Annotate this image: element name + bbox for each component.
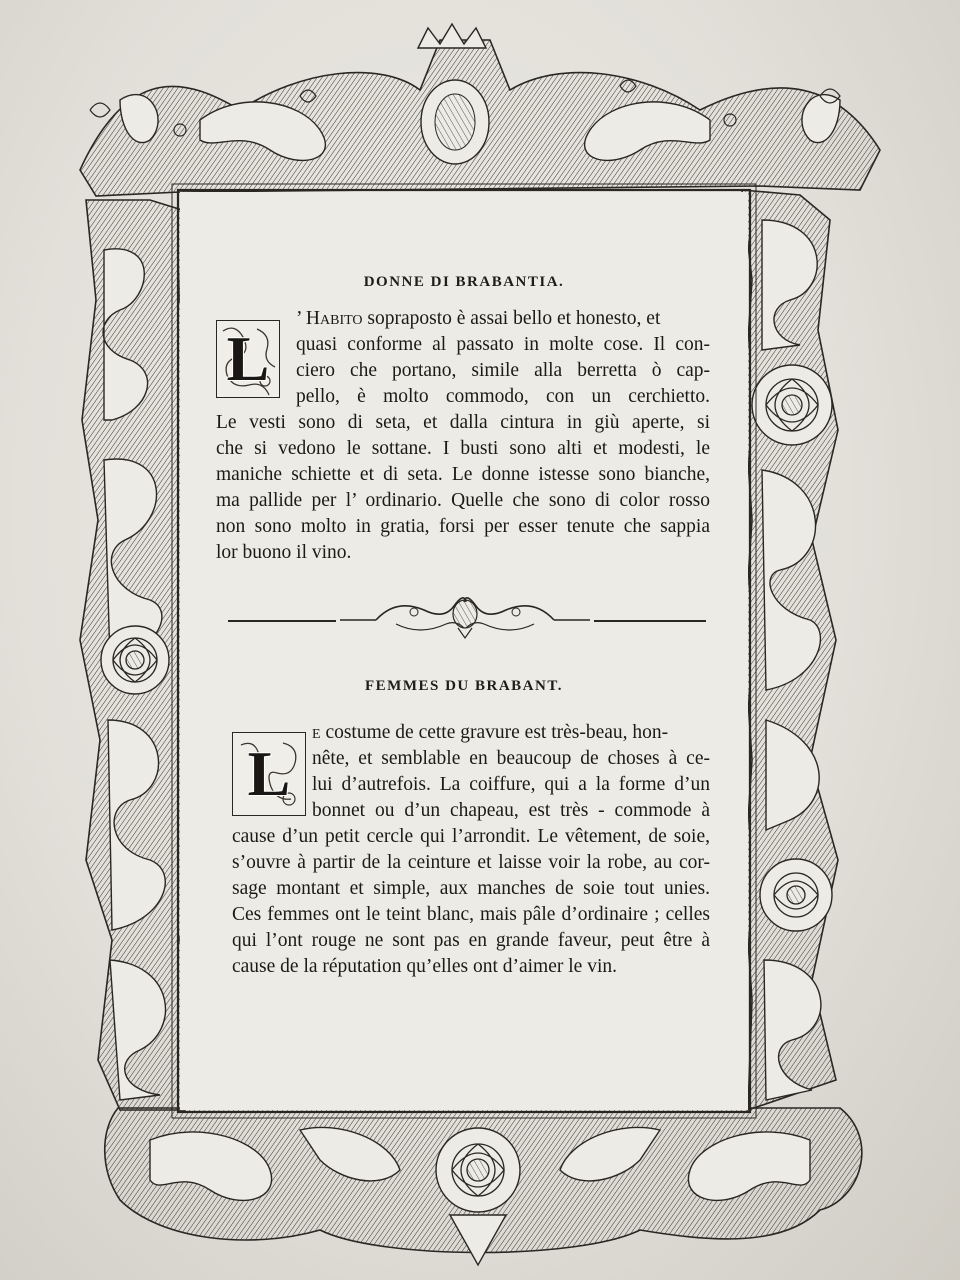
dropcap-letter-french: L — [247, 738, 291, 809]
text-line: maniche schiette et di seta. Le donne istesse sono bianche, — [216, 464, 710, 485]
paragraph-italian — [216, 306, 710, 566]
text-line: s’ouvre à partir de la ceinture et laisse voir la robe, au cor- — [232, 852, 710, 873]
text-line: ciero che portano, simile alla berretta ò cap- — [296, 360, 710, 381]
text-line: Le vesti sono di seta, et dalla cintura in giù aperte, si — [216, 412, 710, 433]
text-line: che si vedono le sottane. I busti sono alti et modesti, le — [216, 438, 710, 459]
text-panel — [180, 192, 748, 1110]
paragraph-french — [232, 720, 710, 980]
heading-italian: DONNE DI BRABANTIA. — [363, 274, 565, 290]
first-word-french: e — [312, 722, 321, 743]
text-line: bonnet ou d’un chapeau, est très - commode à — [312, 800, 710, 821]
text-line: lui d’autrefois. La coiffure, qui a la forme d’un — [312, 774, 710, 795]
dropcap-letter-italian: L — [226, 323, 270, 394]
text-line: sage montant et simple, aux manches de soie tout unies. — [232, 878, 710, 899]
text-line: non sono molto in gratia, forsi per esser tenute che sappia — [216, 516, 710, 537]
first-word-italian: ’ Habito — [296, 308, 363, 329]
text-line: e costume de cette gravure est très-beau, hon- — [312, 722, 669, 743]
text-line: lor buono il vino. — [216, 542, 352, 563]
text-line: pello, è molto commodo, con un cerchietto. — [296, 386, 710, 407]
text-line: nête, et semblable en beaucoup de choses à ce- — [312, 748, 710, 769]
text-line: Ces femmes ont le teint blanc, mais pâle d’ordinaire ; celles — [232, 904, 710, 925]
text-line: ’ Habito sopraposto è assai bello et honesto, et — [296, 308, 661, 329]
divider-rule-right — [594, 620, 706, 622]
divider-ornament-icon — [336, 590, 594, 642]
text-line: quasi conforme al passato in molte cose. Il con- — [296, 334, 710, 355]
heading-french: FEMMES DU BRABANT. — [365, 678, 563, 694]
divider-rule-left — [228, 620, 336, 622]
text-line: cause de la réputation qu’elles ont d’aimer le vin. — [232, 956, 617, 977]
text-line: ma pallide per l’ ordinario. Quelle che sono di color rosso — [216, 490, 710, 511]
text-line: cause d’un petit cercle qui l’arrondit. Le vêtement, de soie, — [232, 826, 710, 847]
text-line: qui l’ont rouge ne sont pas en grande faveur, peut être à — [232, 930, 710, 951]
